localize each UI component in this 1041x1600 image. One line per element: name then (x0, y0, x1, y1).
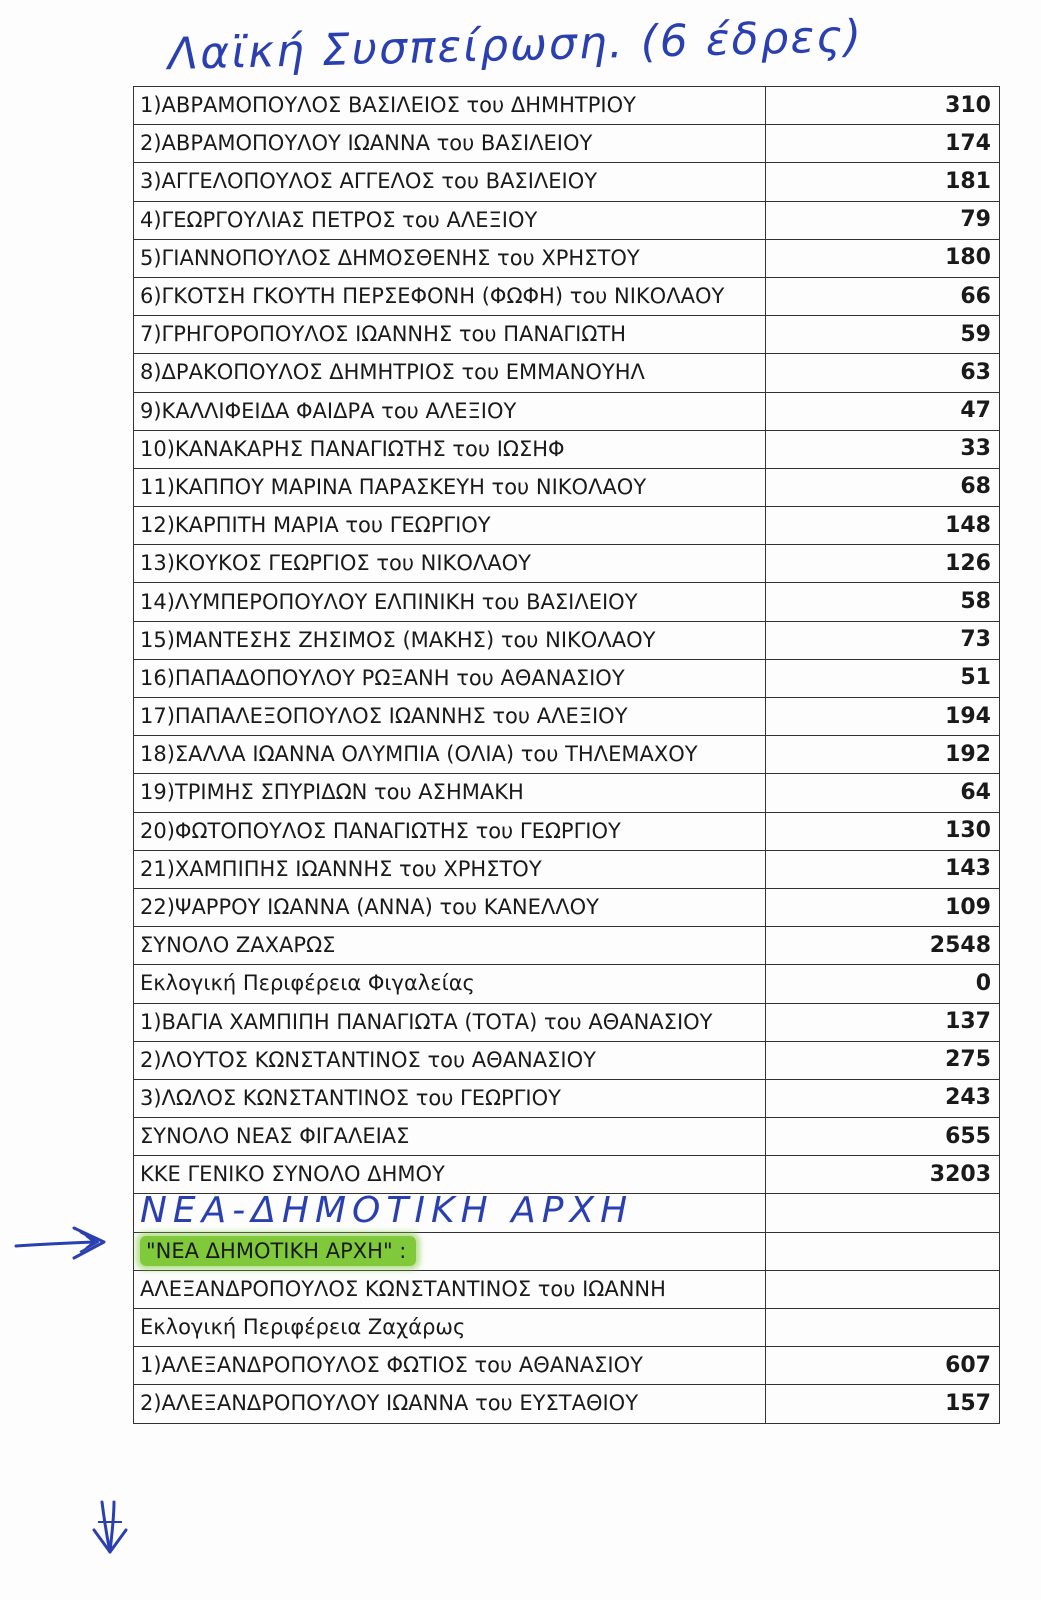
vote-count: 51 (960, 665, 991, 691)
candidate-name-cell (134, 1232, 634, 1270)
empty-cell (634, 87, 766, 125)
empty-cell (634, 163, 766, 201)
results-table (133, 86, 1000, 1424)
vote-count: 655 (945, 1123, 991, 1149)
vote-count: 58 (960, 589, 991, 615)
candidate-name-cell (134, 583, 638, 621)
table-row (134, 1041, 1000, 1079)
table-row (134, 927, 1000, 965)
vote-count: 607 (945, 1352, 991, 1378)
vote-count: 275 (945, 1047, 991, 1073)
candidate-name-cell (134, 812, 634, 850)
vote-count: 79 (960, 207, 991, 233)
candidate-name: Εκλογική Περιφέρεια Ζαχάρως (140, 1315, 466, 1340)
candidate-name: 15)ΜΑΝΤΕΣΗΣ ΖΗΣΙΜΟΣ (ΜΑΚΗΣ) του ΝΙΚΟΛΑΟΥ (140, 627, 656, 652)
candidate-name-cell (134, 507, 634, 545)
table-row (134, 1347, 1000, 1385)
candidate-name: 1)ΑΛΕΞΑΝΔΡΟΠΟΥΛΟΣ ΦΩΤΙΟΣ του ΑΘΑΝΑΣΙΟΥ (140, 1353, 643, 1378)
empty-cell (634, 965, 766, 1003)
candidate-name-cell (134, 1270, 766, 1308)
empty-cell (634, 1347, 766, 1385)
vote-count-cell (766, 1270, 1000, 1308)
handwritten-title: Λαϊκή Συσπείρωση. (6 έδρες) (167, 10, 864, 81)
vote-count: 157 (945, 1390, 991, 1416)
vote-count-cell (766, 736, 1000, 774)
vote-count-cell (766, 1118, 1000, 1156)
vote-count-cell (766, 888, 1000, 926)
vote-count: 243 (945, 1085, 991, 1111)
table-row (134, 1118, 1000, 1156)
table-row (134, 812, 1000, 850)
vote-count: 66 (960, 283, 991, 309)
empty-cell (634, 1385, 766, 1423)
vote-count-cell (766, 201, 1000, 239)
vote-count-cell (766, 1041, 1000, 1079)
vote-count-cell (766, 1079, 1000, 1117)
candidate-name: 5)ΓΙΑΝΝΟΠΟΥΛΟΣ ΔΗΜΟΣΘΕΝΗΣ του ΧΡΗΣΤΟΥ (140, 245, 640, 270)
candidate-name-cell (134, 698, 634, 736)
empty-cell (634, 507, 766, 545)
candidate-name: 3)ΑΓΓΕΛΟΠΟΥΛΟΣ ΑΓΓΕΛΟΣ του ΒΑΣΙΛΕΙΟΥ (140, 169, 598, 194)
candidate-name: 12)ΚΑΡΠΙΤΗ ΜΑΡΙΑ του ΓΕΩΡΓΙΟΥ (140, 513, 491, 538)
vote-count-cell (766, 583, 1000, 621)
empty-cell (634, 239, 766, 277)
empty-cell (634, 774, 766, 812)
table-row (134, 277, 1000, 315)
handwritten-down-arrow-icon (88, 1500, 132, 1556)
vote-count: 33 (960, 436, 991, 462)
candidate-name-cell (134, 1118, 634, 1156)
candidate-name: 10)ΚΑΝΑΚΑΡΗΣ ΠΑΝΑΓΙΩΤΗΣ του ΙΩΣΗΦ (140, 436, 565, 461)
empty-cell (634, 392, 766, 430)
candidate-name-cell (134, 621, 656, 659)
vote-count-cell (766, 468, 1000, 506)
table-row (134, 965, 1000, 1003)
candidate-name: 4)ΓΕΩΡΓΟΥΛΙΑΣ ΠΕΤΡΟΣ του ΑΛΕΞΙΟΥ (140, 207, 538, 232)
vote-count-cell (766, 1347, 1000, 1385)
party-label-row (134, 1232, 1000, 1270)
empty-cell (634, 201, 766, 239)
table-row (134, 468, 1000, 506)
empty-cell (634, 1232, 766, 1270)
vote-count-cell (766, 965, 1000, 1003)
candidate-name-cell (134, 545, 634, 583)
handwritten-arrow-icon (14, 1222, 110, 1266)
candidate-name: 14)ΛΥΜΠΕΡΟΠΟΥΛΟΥ ΕΛΠΙΝΙΚΗ του ΒΑΣΙΛΕΙΟΥ (140, 589, 638, 614)
candidate-name: 22)ΨΑΡΡΟΥ ΙΩΑΝΝΑ (ΑΝΝΑ) του ΚΑΝΕΛΛΟΥ (140, 895, 599, 920)
vote-count: 143 (945, 856, 991, 882)
empty-cell (634, 430, 766, 468)
candidate-name-cell (134, 1003, 713, 1041)
empty-cell (634, 1156, 766, 1194)
candidate-name-cell (134, 659, 634, 697)
table-row (134, 1156, 1000, 1194)
vote-count-cell (766, 1309, 1000, 1347)
table-row (134, 239, 1000, 277)
table-row (134, 621, 1000, 659)
empty-cell (634, 927, 766, 965)
table-row (134, 545, 1000, 583)
candidate-name: 19)ΤΡΙΜΗΣ ΣΠΥΡΙΔΩΝ του ΑΣΗΜΑΚΗ (140, 780, 524, 805)
table-row (134, 354, 1000, 392)
candidate-name-cell (134, 1190, 766, 1232)
candidate-name: Εκλογική Περιφέρεια Φιγαλείας (140, 971, 475, 996)
handwritten-row (134, 1194, 1000, 1232)
candidate-name-cell (134, 888, 634, 926)
candidate-name-cell (134, 430, 634, 468)
candidate-name: 6)ΓΚΟΤΣΗ ΓΚΟΥΤΗ ΠΕΡΣΕΦΟΝΗ (ΦΩΦΗ) του ΝΙΚΟΛΑΟΥ (140, 284, 725, 309)
vote-count: 130 (945, 818, 991, 844)
vote-count: 73 (960, 627, 991, 653)
vote-count: 194 (945, 703, 991, 729)
candidate-name: 2)ΑΛΕΞΑΝΔΡΟΠΟΥΛΟΥ ΙΩΑΝΝΑ του ΕΥΣΤΑΘΙΟΥ (140, 1391, 639, 1416)
candidate-name: ΣΥΝΟΛΟ ΖΑΧΑΡΩΣ (140, 933, 336, 958)
candidate-name: 9)ΚΑΛΛΙΦΕΙΔΑ ΦΑΙΔΡΑ του ΑΛΕΞΙΟΥ (140, 398, 517, 423)
candidate-name: ΚΚΕ ΓΕΝΙΚΟ ΣΥΝΟΛΟ ΔΗΜΟΥ (140, 1162, 445, 1187)
vote-count-cell (766, 316, 1000, 354)
table-row (134, 698, 1000, 736)
vote-count: 109 (945, 894, 991, 920)
candidate-name: 11)ΚΑΠΠΟΥ ΜΑΡΙΝΑ ΠΑΡΑΣΚΕΥΗ του ΝΙΚΟΛΑΟΥ (140, 474, 647, 499)
empty-cell (634, 1079, 766, 1117)
candidate-name-cell (134, 1156, 634, 1194)
candidate-name-cell (134, 468, 647, 506)
empty-cell (634, 125, 766, 163)
vote-count: 148 (945, 512, 991, 538)
empty-cell (634, 1309, 766, 1347)
candidate-name-cell (134, 1079, 634, 1117)
empty-cell (634, 698, 766, 736)
table-row (134, 201, 1000, 239)
candidate-name: 20)ΦΩΤΟΠΟΥΛΟΣ ΠΑΝΑΓΙΩΤΗΣ του ΓΕΩΡΓΙΟΥ (140, 818, 621, 843)
vote-count: 63 (960, 359, 991, 385)
vote-count-cell (766, 163, 1000, 201)
vote-count: 137 (945, 1009, 991, 1035)
handwritten-note: ΝΕΑ-ΔΗΜΟΤΙΚΗ ΑΡΧΗ (140, 1190, 634, 1232)
party-label: "ΝΕΑ ΔΗΜΟΤΙΚΗ ΑΡΧΗ" : (140, 1236, 416, 1266)
vote-count-cell (766, 1232, 1000, 1270)
vote-count: 181 (945, 168, 991, 194)
vote-count-cell (766, 1194, 1000, 1232)
candidate-name-cell (134, 239, 640, 277)
vote-count-cell (766, 927, 1000, 965)
table-row (134, 774, 1000, 812)
candidate-name: 18)ΣΑΛΛΑ ΙΩΑΝΝΑ ΟΛΥΜΠΙΑ (ΟΛΙΑ) του ΤΗΛΕΜΑΧΟΥ (140, 742, 698, 767)
vote-count-cell (766, 850, 1000, 888)
vote-count: 59 (960, 321, 991, 347)
table-row (134, 1079, 1000, 1117)
candidate-name: 13)ΚΟΥΚΟΣ ΓΕΩΡΓΙΟΣ του ΝΙΚΟΛΑΟΥ (140, 551, 531, 576)
candidate-name: 2)ΛΟΥΤΟΣ ΚΩΝΣΤΑΝΤΙΝΟΣ του ΑΘΑΝΑΣΙΟΥ (140, 1047, 596, 1072)
vote-count-cell (766, 1156, 1000, 1194)
candidate-name-cell (134, 774, 634, 812)
candidate-name-cell (134, 87, 634, 125)
vote-count: 3203 (929, 1161, 991, 1187)
table-row (134, 659, 1000, 697)
candidate-name: ΣΥΝΟΛΟ ΝΕΑΣ ΦΙΓΑΛΕΙΑΣ (140, 1124, 410, 1149)
empty-cell (634, 1041, 766, 1079)
vote-count-cell (766, 621, 1000, 659)
table-row (134, 507, 1000, 545)
vote-count-cell (766, 430, 1000, 468)
vote-count-cell (766, 87, 1000, 125)
table-row (134, 125, 1000, 163)
empty-cell (634, 545, 766, 583)
candidate-name: 7)ΓΡΗΓΟΡΟΠΟΥΛΟΣ ΙΩΑΝΝΗΣ του ΠΑΝΑΓΙΩΤΗ (140, 322, 626, 347)
candidate-name-cell (134, 1041, 634, 1079)
candidate-name: 1)ΒΑΓΙΑ ΧΑΜΠΙΠΗ ΠΑΝΑΓΙΩΤΑ (ΤΟΤΑ) του ΑΘΑΝΑΣΙΟΥ (140, 1009, 713, 1034)
candidate-name-cell (134, 163, 634, 201)
candidate-name-cell (134, 927, 634, 965)
vote-count: 192 (945, 741, 991, 767)
vote-count: 47 (960, 398, 991, 424)
candidate-name-cell (134, 125, 634, 163)
table-row (134, 1003, 1000, 1041)
results-table-body (134, 87, 1000, 1424)
vote-count-cell (766, 812, 1000, 850)
vote-count: 64 (960, 779, 991, 805)
vote-count-cell (766, 125, 1000, 163)
vote-count: 68 (960, 474, 991, 500)
candidate-name-cell (134, 850, 634, 888)
candidate-name-cell (134, 201, 634, 239)
empty-cell (634, 316, 766, 354)
table-row (134, 430, 1000, 468)
empty-cell (634, 1118, 766, 1156)
table-row (134, 392, 1000, 430)
table-row (134, 1270, 1000, 1308)
vote-count: 2548 (929, 932, 991, 958)
vote-count-cell (766, 507, 1000, 545)
table-row (134, 583, 1000, 621)
empty-cell (634, 468, 766, 506)
empty-cell (634, 583, 766, 621)
candidate-name-cell (134, 277, 725, 315)
candidate-name-cell (134, 316, 634, 354)
vote-count: 174 (945, 130, 991, 156)
vote-count-cell (766, 277, 1000, 315)
vote-count: 0 (975, 970, 991, 996)
vote-count: 180 (945, 245, 991, 271)
vote-count-cell (766, 1385, 1000, 1423)
empty-cell (634, 354, 766, 392)
vote-count: 126 (945, 550, 991, 576)
candidate-name-cell (134, 1309, 634, 1347)
candidate-name: 8)ΔΡΑΚΟΠΟΥΛΟΣ ΔΗΜΗΤΡΙΟΣ του ΕΜΜΑΝΟΥΗΛ (140, 360, 645, 385)
table-row (134, 1385, 1000, 1423)
vote-count-cell (766, 774, 1000, 812)
candidate-name: 3)ΛΩΛΟΣ ΚΩΝΣΤΑΝΤΙΝΟΣ του ΓΕΩΡΓΙΟΥ (140, 1085, 561, 1110)
candidate-name-cell (134, 736, 698, 774)
candidate-name: 21)ΧΑΜΠΙΠΗΣ ΙΩΑΝΝΗΣ του ΧΡΗΣΤΟΥ (140, 856, 542, 881)
vote-count-cell (766, 1003, 1000, 1041)
vote-count-cell (766, 354, 1000, 392)
empty-cell (634, 850, 766, 888)
candidate-name-cell (134, 392, 634, 430)
vote-count-cell (766, 392, 1000, 430)
vote-count-cell (766, 545, 1000, 583)
vote-count-cell (766, 659, 1000, 697)
candidate-name: 2)ΑΒΡΑΜΟΠΟΥΛΟΥ ΙΩΑΝΝΑ του ΒΑΣΙΛΕΙΟΥ (140, 131, 593, 156)
candidate-name: 17)ΠΑΠΑΛΕΞΟΠΟΥΛΟΣ ΙΩΑΝΝΗΣ του ΑΛΕΞΙΟΥ (140, 704, 628, 729)
vote-count-cell (766, 239, 1000, 277)
candidate-name-cell (134, 354, 645, 392)
table-row (134, 1309, 1000, 1347)
table-row (134, 888, 1000, 926)
table-row (134, 87, 1000, 125)
table-row (134, 850, 1000, 888)
candidate-name-cell (134, 1347, 643, 1385)
candidate-name: 1)ΑΒΡΑΜΟΠΟΥΛΟΣ ΒΑΣΙΛΕΙΟΣ του ΔΗΜΗΤΡΙΟΥ (140, 93, 636, 118)
candidate-name-cell (134, 965, 634, 1003)
table-row (134, 163, 1000, 201)
candidate-name: 16)ΠΑΠΑΔΟΠΟΥΛΟΥ ΡΩΞΑΝΗ του ΑΘΑΝΑΣΙΟΥ (140, 665, 625, 690)
empty-cell (634, 888, 766, 926)
vote-count: 310 (945, 92, 991, 118)
table-row (134, 316, 1000, 354)
candidate-name-cell (134, 1385, 639, 1423)
empty-cell (634, 659, 766, 697)
vote-count-cell (766, 698, 1000, 736)
candidate-name: ΑΛΕΞΑΝΔΡΟΠΟΥΛΟΣ ΚΩΝΣΤΑΝΤΙΝΟΣ του ΙΩΑΝΝΗ (140, 1276, 666, 1301)
table-row (134, 736, 1000, 774)
empty-cell (634, 812, 766, 850)
